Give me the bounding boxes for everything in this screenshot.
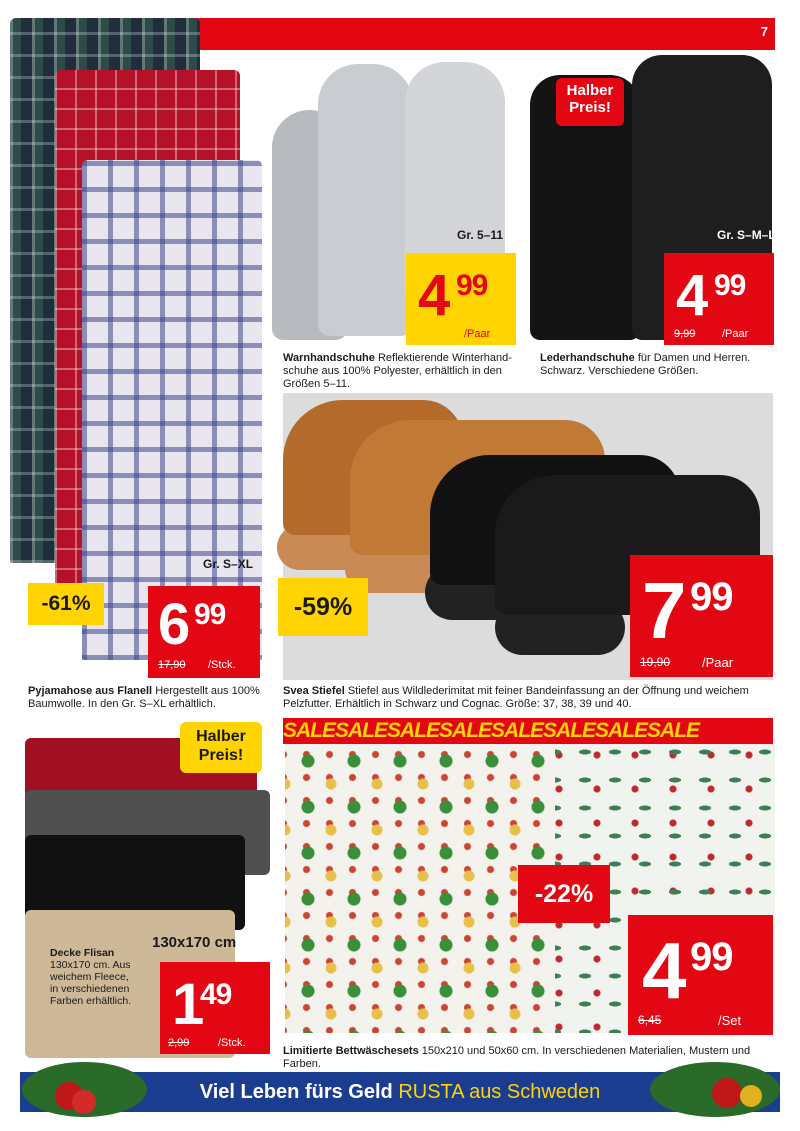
warm-gloves-size: Gr. 5–11 [457,228,504,242]
leather-gloves-desc: für Damen und Herren. Schwarz. Verschiedene Größen. [540,352,751,377]
blanket-price-box [160,962,270,1054]
bedding-discount-badge: -22% [518,865,610,923]
blanket-unit: /Stck. [218,1037,246,1049]
boots-discount-badge: -59% [278,578,368,636]
bedding-price-dec: 99 [690,935,733,979]
leather-gloves-name: Lederhandschuhe [540,352,635,364]
blanket-old-price: 2,99 [168,1037,190,1049]
warm-gloves-price-box [406,253,516,345]
leather-gloves-unit: /Paar [722,328,749,340]
boots-price-dec: 99 [690,575,733,619]
bedding-old-price: 6,45 [638,1013,662,1027]
pyjama-price-int: 6 [158,592,188,657]
bedding-desc: 150x210 und 50x60 cm. In verschiedenen Materialien, Mustern und Farben. [283,1045,751,1070]
page-number: 7 [760,24,768,39]
leather-gloves-description [540,352,776,378]
pyjama-desc: Hergestellt aus 100% Baumwolle. In den Gr. S–XL erhältlich. [28,685,260,710]
boots-unit: /Paar [702,655,734,670]
warm-gloves-name: Warnhandschuhe [283,352,375,364]
warm-gloves-unit: /Paar [464,328,491,340]
bedding-price-box [628,915,773,1035]
pyjama-size: Gr. S–XL [203,557,254,571]
pyjama-image-blue [82,160,262,660]
warm-gloves-price-dec: 99 [456,269,488,302]
leather-gloves-price-box [664,253,774,345]
leather-gloves-size: Gr. S–M–L [717,228,776,242]
sale-banner-text: SALESALESALESALESALESALESALESALE [283,719,700,742]
pyjama-price-box [148,586,260,678]
bedding-unit: /Set [718,1013,742,1028]
warm-mitten-image [318,64,413,336]
blanket-desc: 130x170 cm. Aus weichem Fleece, in verschiedenen Farben erhältlich. [50,959,132,1007]
warm-gloves-price-int: 4 [418,263,448,328]
pyjama-old-price: 17,90 [158,659,186,671]
blanket-description [50,947,132,1007]
boots-description [283,685,773,711]
blanket-name: Decke Flisan [50,947,115,959]
pyjama-unit: /Stck. [208,659,236,671]
footer-slogan-yellow: RUSTA aus Schweden [398,1081,601,1103]
boots-old-price: 19,90 [640,655,671,669]
ornament-right-2 [740,1085,762,1107]
boots-name: Svea Stiefel [283,685,345,697]
leather-gloves-old-price: 9,99 [674,328,696,340]
leather-gloves-price-int: 4 [676,263,706,328]
pyjama-name: Pyjamahose aus Flanell [28,685,153,697]
blanket-price-int: 1 [172,972,202,1037]
boots-size: Gr. 37–40 [672,518,757,539]
pyjama-price-dec: 99 [194,598,226,631]
boots-price-int: 7 [642,566,684,655]
ornament-right-1 [712,1078,742,1108]
bedding-name: Limitierte Bettwäschesets [283,1045,419,1057]
sale-banner [283,718,773,744]
bedding-price-int: 4 [642,926,684,1015]
pyjama-description [28,685,263,711]
warm-gloves-description [283,352,523,391]
ornament-left-2 [72,1090,96,1114]
blanket-size: 130x170 cm [152,934,237,951]
blanket-price-dec: 49 [200,978,232,1011]
boots-desc: Stiefel aus Wildlederimitat mit feiner Bandeinfassung an der Öffnung und weichem Pelzfutter. Erhältlich in Schwarz und Cognac. Größe: 37, 38, 39 und 40. [283,685,749,710]
blanket-half-price-badge: Halber Preis! [180,722,262,773]
bedding-image-christmas [285,738,555,1033]
warm-gloves-desc: Reflektierende Winterhand-schuhe aus 100% Polyester, erhältlich in den Größen 5–11. [283,352,512,390]
leather-gloves-price-dec: 99 [714,269,746,302]
footer-slogan-white: Viel Leben fürs Geld [199,1081,393,1103]
pyjama-discount-badge: -61% [28,583,104,625]
boots-price-box [630,555,773,677]
leather-gloves-half-price-badge: Halber Preis! [556,78,624,126]
